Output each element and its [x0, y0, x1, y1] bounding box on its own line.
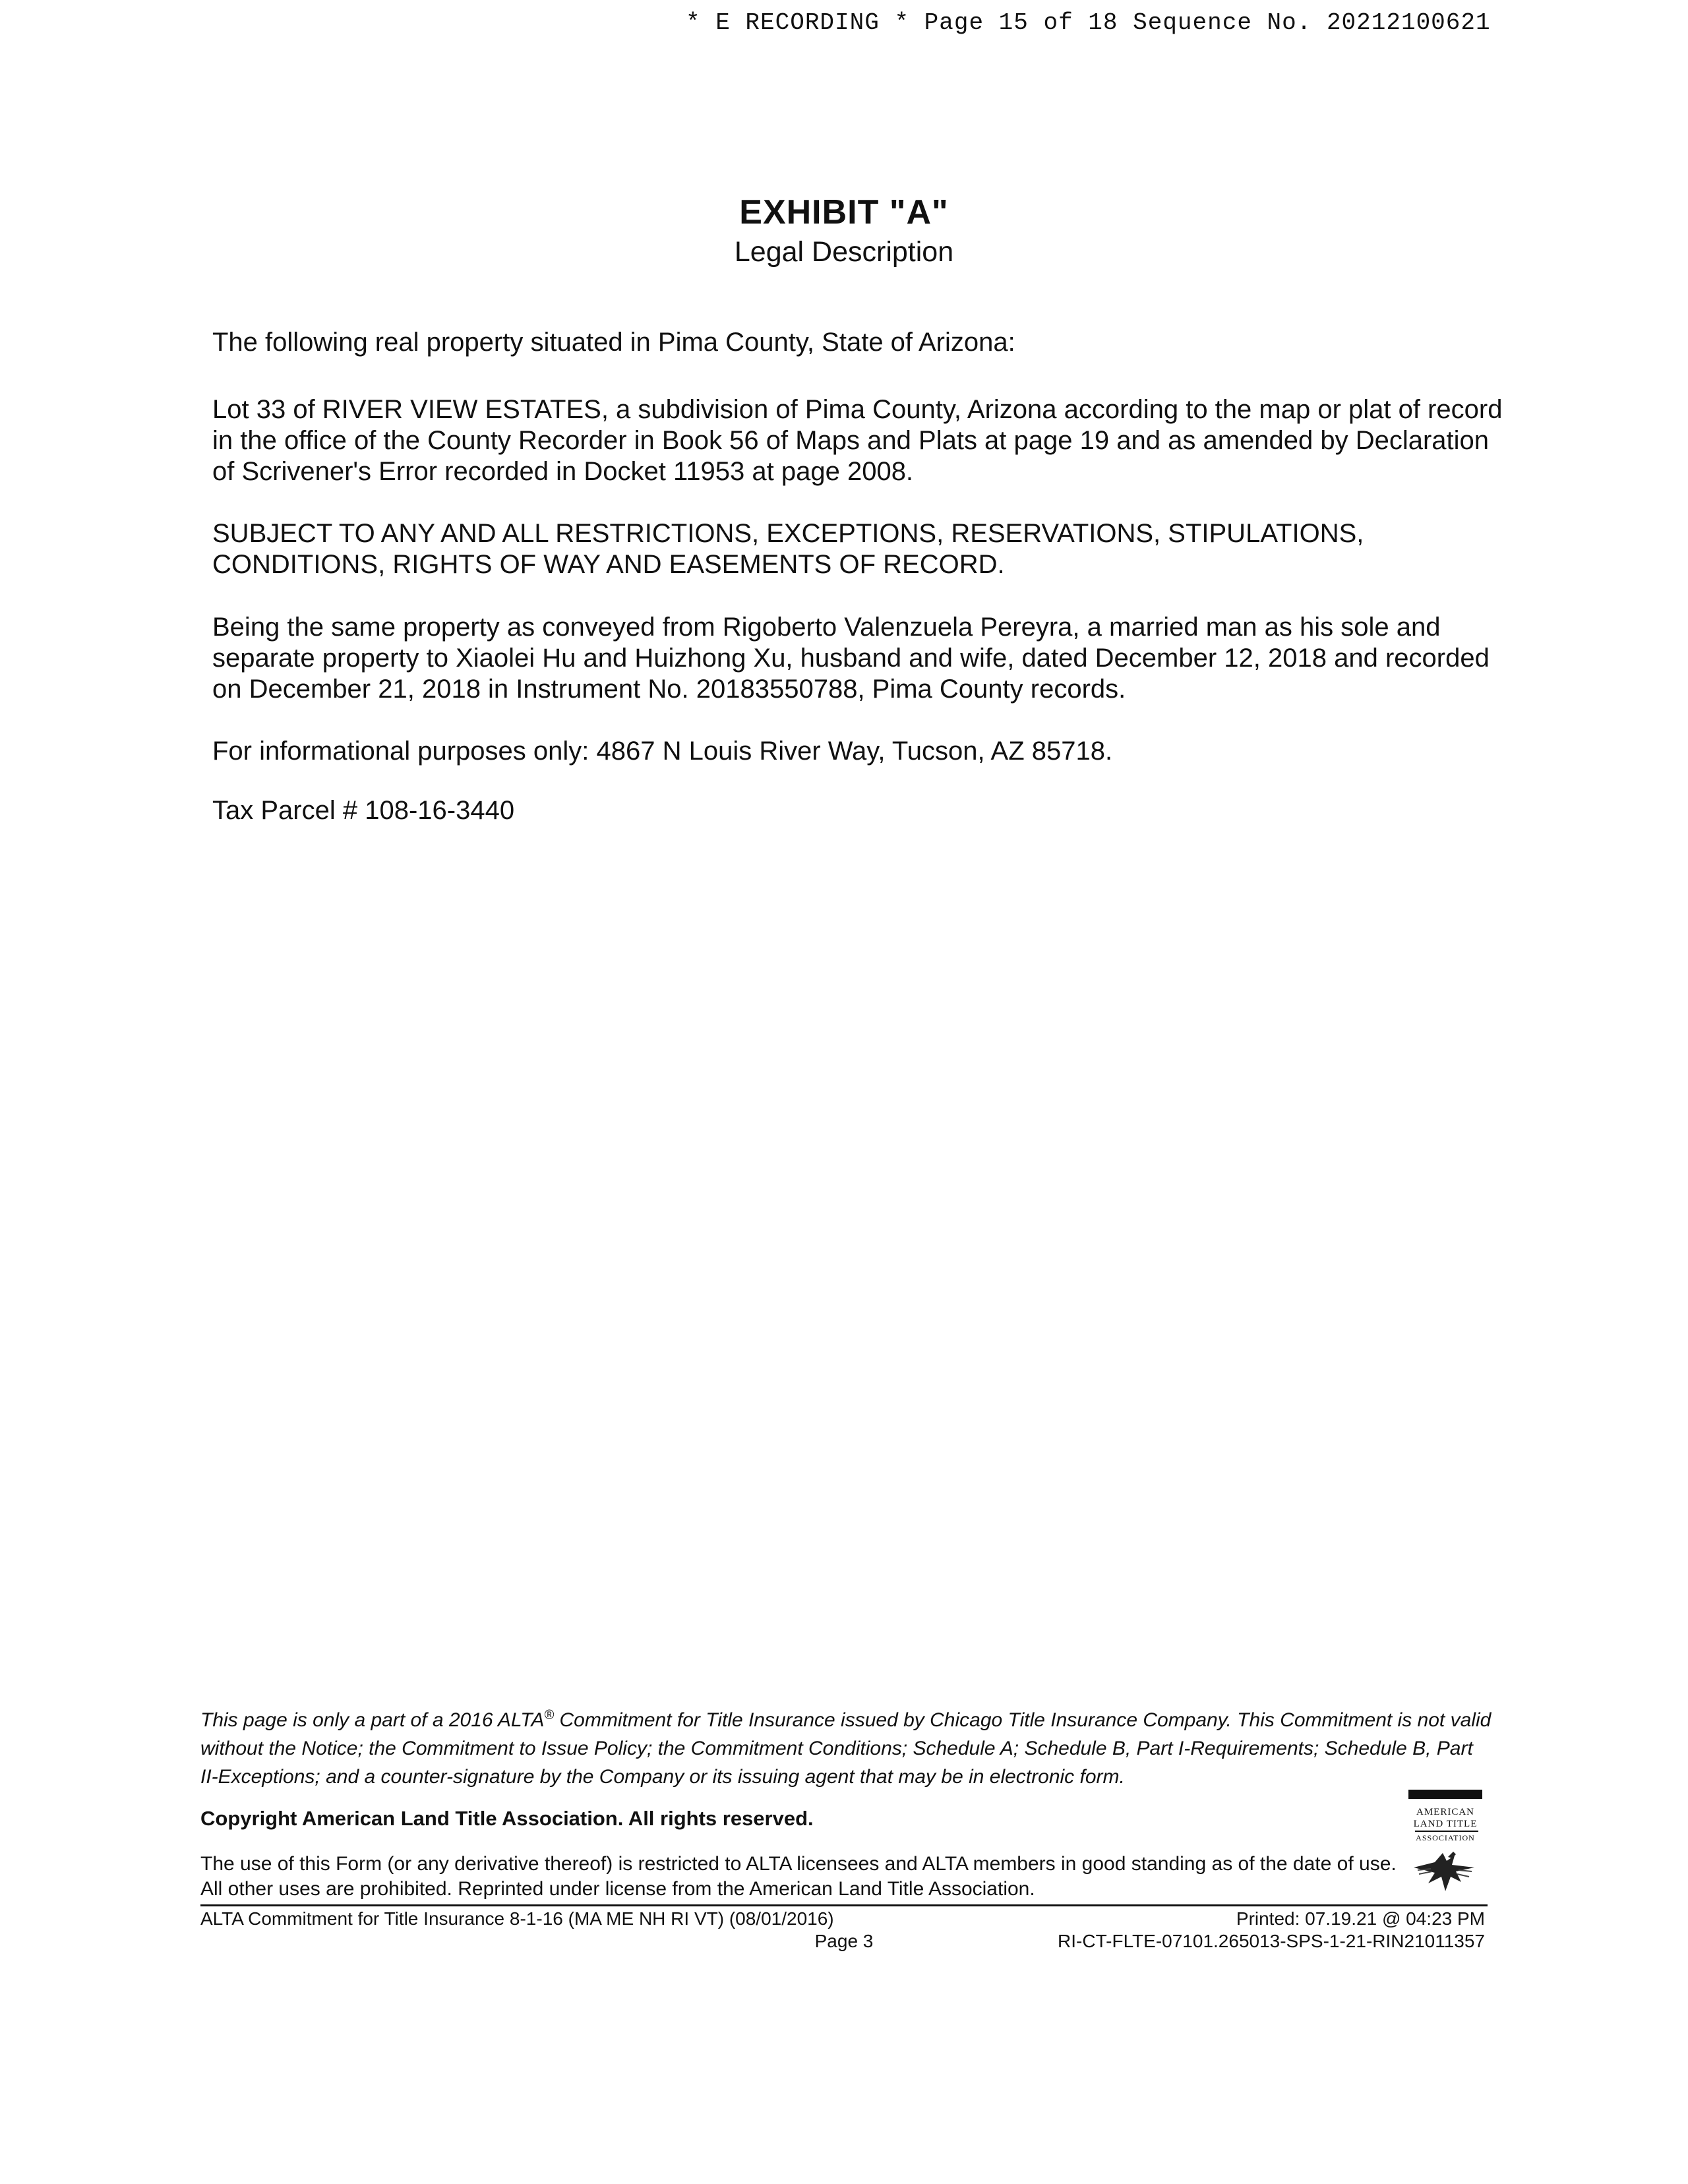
use-restriction-notice: The use of this Form (or any derivative thereof) is restricted to ALTA licensees and ALTA members in good standing as of the date of use. All other uses are prohibited. Reprinted under license from the American Land Title Association.	[200, 1853, 1397, 1900]
subject-to-paragraph: SUBJECT TO ANY AND ALL RESTRICTIONS, EXCEPTIONS, RESERVATIONS, STIPULATIONS, CONDITIONS, RIGHTS OF WAY AND EASEMENTS OF RECORD.	[212, 519, 1364, 579]
tax-parcel: Tax Parcel # 108-16-3440	[212, 796, 515, 825]
exhibit-subtitle: Legal Description	[734, 236, 954, 268]
address-paragraph: For informational purposes only: 4867 N Louis River Way, Tucson, AZ 85718.	[212, 737, 1113, 766]
disclaimer-text-start: This page is only a part of a 2016 ALTA	[200, 1709, 545, 1731]
logo-bar	[1408, 1790, 1482, 1799]
disclaimer-text-end: Commitment for Title Insurance issued by Chicago Title Insurance Company. This Commitment is not valid without the Notice; the Commitment to Issue Policy; the Commitment Conditions; Schedule A; Schedule B, Part I-Requirements; Schedule B, Part II-Exceptions; and a counter-signature by the Company or its issuing agent that may be in electronic form.	[200, 1709, 1492, 1788]
registered-mark: ®	[544, 1708, 555, 1722]
logo-divider	[1415, 1831, 1478, 1832]
logo-line-2: LAND TITLE	[1413, 1819, 1478, 1829]
commitment-disclaimer	[200, 1701, 1493, 1791]
logo-line-3: ASSOCIATION	[1416, 1833, 1475, 1842]
logo-line-1: AMERICAN	[1416, 1807, 1474, 1817]
form-name: ALTA Commitment for Title Insurance 8-1-16 (MA ME NH RI VT) (08/01/2016)	[200, 1908, 834, 1929]
footer-rule	[200, 1904, 1488, 1906]
recording-stamp: * E RECORDING * Page 15 of 18 Sequence No. 20212100621	[686, 9, 1491, 36]
intro-paragraph: The following real property situated in Pima County, State of Arizona:	[212, 328, 1015, 357]
conveyance-paragraph: Being the same property as conveyed from Rigoberto Valenzuela Pereyra, a married man as his sole and separate property to Xiaolei Hu and Huizhong Xu, husband and wife, dated December 12, 2018 and recorded on December 21, 2018 in Instrument No. 20183550788, Pima County records.	[212, 613, 1490, 704]
printed-timestamp: Printed: 07.19.21 @ 04:23 PM	[1236, 1908, 1485, 1929]
alta-logo	[1399, 1790, 1485, 1902]
lot-paragraph: Lot 33 of RIVER VIEW ESTATES, a subdivision of Pima County, Arizona according to the map or plat of record in the office of the County Recorder in Book 56 of Maps and Plats at page 19 and as amended by Declaration of Scrivener's Error recorded in Docket 11953 at page 2008.	[212, 395, 1503, 486]
copyright-notice: Copyright American Land Title Association. All rights reserved.	[200, 1807, 814, 1830]
exhibit-title: EXHIBIT "A"	[739, 193, 949, 231]
document-code: RI-CT-FLTE-07101.265013-SPS-1-21-RIN21011357	[1058, 1931, 1485, 1951]
page-number: Page 3	[814, 1931, 874, 1951]
eagle-icon	[1408, 1848, 1482, 1896]
